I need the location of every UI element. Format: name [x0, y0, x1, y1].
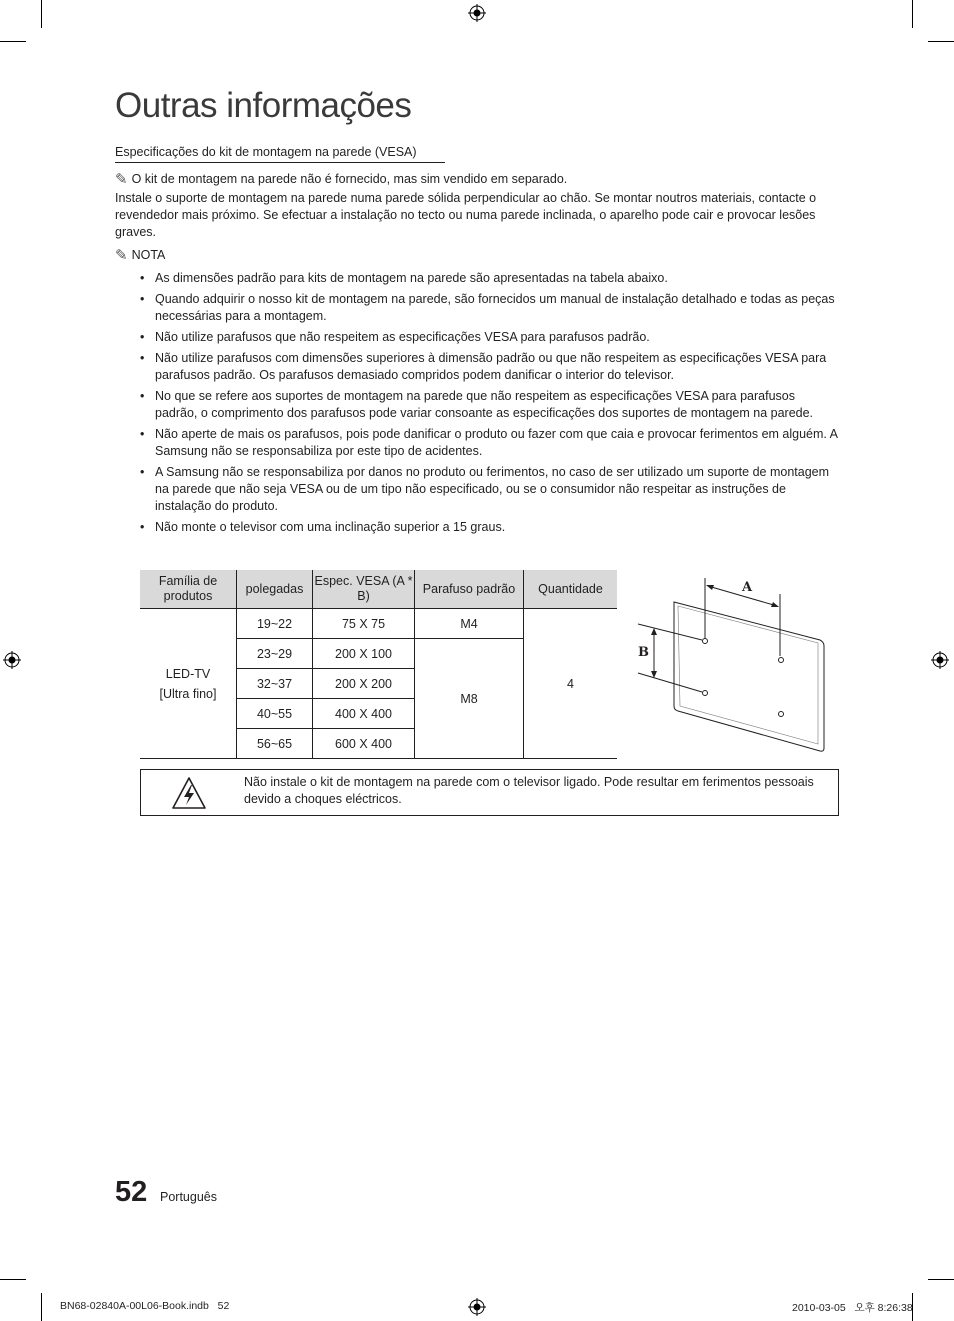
note-kit	[115, 171, 840, 188]
crop-mark	[0, 1279, 26, 1280]
quantity-cell: 4	[524, 609, 618, 759]
vesa-cell: 200 X 200	[313, 669, 415, 699]
header-vesa: Espec. VESA (A * B)	[313, 570, 415, 609]
inches-cell: 32~37	[237, 669, 313, 699]
registration-mark-icon	[3, 651, 21, 669]
electric-shock-warning-icon	[171, 776, 207, 810]
vesa-spec-table	[140, 570, 617, 759]
warning-box	[140, 769, 839, 816]
dimension-a-arrow-right	[771, 602, 779, 607]
dimension-b-label: B	[638, 645, 649, 660]
note-kit-text: O kit de montagem na parede não é fornecido, mas sim vendido em separado.	[131, 172, 568, 186]
inches-cell: 19~22	[237, 609, 313, 639]
page-title: Outras informações	[115, 86, 412, 125]
dimension-a-label: A	[742, 580, 753, 595]
crop-mark	[0, 41, 26, 42]
table-row	[140, 609, 617, 639]
list-item: • Não utilize parafusos que não respeitem as especificações VESA para parafusos padrão.	[140, 329, 840, 346]
crop-mark	[928, 1279, 954, 1280]
page-number: 52	[115, 1176, 148, 1208]
list-item: • Quando adquirir o nosso kit de montagem na parede, são fornecidos um manual de instalação detalhado e todas as peças necessárias para a montagem.	[140, 291, 840, 325]
crop-mark	[41, 1293, 42, 1321]
vesa-cell: 200 X 100	[313, 639, 415, 669]
inches-cell: 56~65	[237, 729, 313, 759]
header-family: Família de produtos	[140, 570, 237, 609]
footer-datetime: 2010-03-05 오후 8:26:38	[792, 1302, 913, 1314]
registration-mark-icon	[931, 651, 949, 669]
warning-text: Não instale o kit de montagem na parede com o televisor ligado. Pode resultar em ferimentos pessoais devido a choques eléctricos.	[244, 775, 814, 806]
mount-hole	[779, 658, 784, 663]
registration-mark-icon	[468, 1298, 486, 1316]
inches-cell: 40~55	[237, 699, 313, 729]
crop-mark	[41, 0, 42, 28]
vesa-mount-diagram	[630, 572, 830, 754]
section-heading: Especificações do kit de montagem na parede (VESA)	[115, 145, 445, 163]
inches-cell: 23~29	[237, 639, 313, 669]
page-language: Português	[160, 1190, 217, 1204]
tv-back-panel	[674, 602, 824, 751]
table-header-row	[140, 570, 617, 609]
vesa-cell: 75 X 75	[313, 609, 415, 639]
list-item: • As dimensões padrão para kits de montagem na parede são apresentadas na tabela abaixo.	[140, 270, 840, 287]
screw-cell: M8	[415, 639, 524, 759]
family-name: LED-TV	[165, 666, 211, 681]
mount-hole	[703, 691, 708, 696]
header-quantity: Quantidade	[524, 570, 618, 609]
list-item: • Não monte o televisor com uma inclinação superior a 15 graus.	[140, 519, 840, 536]
family-cell	[140, 609, 237, 759]
list-item: • Não utilize parafusos com dimensões superiores à dimensão padrão ou que não respeitem as especificações VESA para parafusos padrão. Os parafusos demasiado compridos podem danificar o interior do televisor.	[140, 350, 840, 384]
dimension-a-arrow-left	[706, 585, 714, 590]
footer-filename: BN68-02840A-00L06-Book.indb 52	[60, 1300, 230, 1312]
mount-hole	[779, 712, 784, 717]
nota-label: NOTA	[131, 248, 166, 262]
nota-heading	[115, 247, 840, 264]
list-item: • No que se refere aos suportes de montagem na parede que não respeitem as especificações VESA para parafusos padrão, o comprimento dos parafusos pode variar consoante as especificações dos suportes de montagem na parede.	[140, 388, 840, 422]
registration-mark-icon	[468, 4, 486, 22]
header-inches: polegadas	[237, 570, 313, 609]
vesa-cell: 600 X 400	[313, 729, 415, 759]
header-screw: Parafuso padrão	[415, 570, 524, 609]
note-pencil-icon: ✎	[115, 170, 128, 188]
note-pencil-icon: ✎	[115, 246, 128, 264]
vesa-cell: 400 X 400	[313, 699, 415, 729]
notes-list	[140, 270, 840, 540]
dimension-b-arrow-top	[651, 628, 657, 635]
intro-paragraph: Instale o suporte de montagem na parede numa parede sólida perpendicular ao chão. Se montar noutros materiais, contacte o revendedor mais próximo. Se efectuar a instalação no tecto ou numa parede inclinada, o aparelho pode cair e provocar lesões graves.	[115, 191, 817, 239]
crop-mark	[912, 0, 913, 28]
family-subtype: [Ultra fino]	[159, 686, 217, 701]
list-item: • Não aperte de mais os parafusos, pois pode danificar o produto ou fazer com que caia e provocar ferimentos em alguém. A Samsung não se responsabiliza por este tipo de acidentes.	[140, 426, 840, 460]
screw-cell: M4	[415, 609, 524, 639]
crop-mark	[928, 41, 954, 42]
mount-hole	[703, 639, 708, 644]
list-item: • A Samsung não se responsabiliza por danos no produto ou ferimentos, no caso de ser utilizado um suporte de montagem na parede que não seja VESA ou de um tipo não especificado, ou se o consumidor não respeitar as instruções de instalação do produto.	[140, 464, 840, 515]
